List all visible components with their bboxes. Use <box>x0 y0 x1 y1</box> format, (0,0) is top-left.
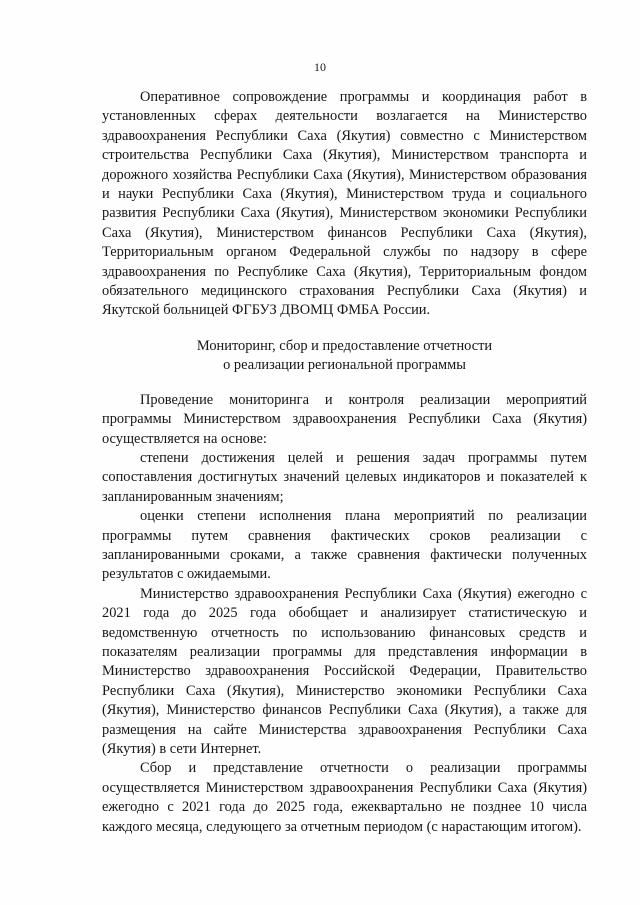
document-body <box>102 88 587 837</box>
paragraph-monitoring-basis: Проведение мониторинга и контроля реализации мероприятий программы Министерством здравоохранения Республики Саха (Якутия) осуществляется на основе: <box>102 391 587 447</box>
paragraph-plan-execution: оценки степени исполнения плана мероприятий по реализации программы путем сравнения фактических сроков реализации с запланированными сроками, а также сравнения фактически полученных результатов с ожидаемыми. <box>102 508 587 583</box>
paragraph-report-collection: Сбор и представление отчетности о реализации программы осуществляется Министерством здравоохранения Республики Саха (Якутия) ежегодно с 2021 года до 2025 года, ежеквартально не позднее 10 числа каждого месяца, следующего за отчетным периодом (с нарастающим итогом). <box>102 760 587 835</box>
section-heading <box>102 337 587 376</box>
section-heading-line-1: Мониторинг, сбор и предоставление отчетности <box>196 337 493 354</box>
page-number: 10 <box>314 60 326 74</box>
paragraph-coordination: Оперативное сопровождение программы и координация работ в установленных сферах деятельности возлагается на Министерство здравоохранения Республики Саха (Якутия) совместно с Министерством строительства Республики Саха (Якутия), Министерством транспорта и дорожного хозяйства Республики Саха (Якутия), Министерством образования и науки Республики Саха (Якутия), Министерством труда и социального развития Республики Саха (Якутия), Министерством экономики Республики Саха (Якутия), Министерством финансов Республики Саха (Якутия), Территориальным органом Федеральной службы по надзору в сфере здравоохранения по Республике Саха (Якутия), Территориальным фондом обязательного медицинского страхования Республики Саха (Якутия) и Якутской больницей ФГБУЗ ДВОМЦ ФМБА России. <box>102 89 587 319</box>
paragraph-annual-reporting: Министерство здравоохранения Республики Саха (Якутия) ежегодно с 2021 года до 2025 года обобщает и анализирует статистическую и ведомственную отчетность по использованию финансовых средств и показателям реализации программы для представления информации в Министерство здравоохранения Российской Федерации, Правительство Республики Саха (Якутия), Министерство экономики Республики Саха (Якутия), Министерство финансов Республики Саха (Якутия), а также для размещения на сайте Министерства здравоохранения Республики Саха (Якутия) в сети Интернет. <box>102 585 587 757</box>
paragraph-goals-achievement: степени достижения целей и решения задач программы путем сопоставления достигнутых значений целевых индикаторов и показателей к запланированным значениям; <box>102 449 587 505</box>
section-heading-line-2: о реализации региональной программы <box>223 357 466 374</box>
